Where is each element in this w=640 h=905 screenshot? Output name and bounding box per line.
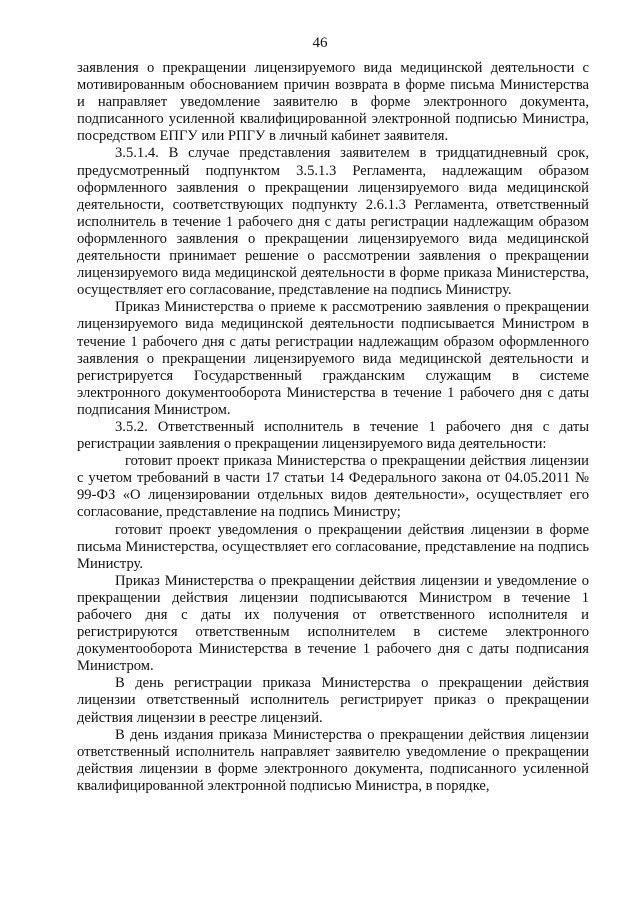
paragraph-2: 3.5.1.4. В случае представления заявителем в тридцатидневный срок, предусмотренный подпунктом 3.5.1.3 Регламента, надлежащим образом оформленного заявления о прекращении лицензируемого вида медицинской деятельности, соответствующих подпункту 2.6.1.3 Регламента, ответственный исполнитель в течение 1 рабочего дня с даты регистрации надлежащим образом оформленного заявления о прекращении лицензируемого вида медицинской деятельности принимает решение о рассмотрении заявления о прекращении лицензируемого вида медицинской деятельности в форме приказа Министерства, осуществляет его согласование, представление на подпись Министру. <box>77 145 589 299</box>
paragraph-8: В день регистрации приказа Министерства о прекращении действия лицензии ответственный исполнитель регистрирует приказ о прекращении действия лицензии в реестре лицензий. <box>77 675 589 726</box>
page-number: 46 <box>312 35 328 51</box>
paragraph-5: готовит проект приказа Министерства о прекращении действия лицензии с учетом требований в части 17 статьи 14 Федерального закона от 04.05.2011 № 99-ФЗ «О лицензировании отдельных видов деятельности», осуществляет его согласование, представление на подпись Министру; <box>77 453 589 521</box>
paragraph-9: В день издания приказа Министерства о прекращении действия лицензии ответственный исполнитель направляет заявителю уведомление о прекращении действия лицензии в форме электронного документа, подписанного усиленной квалифицированной электронной подписью Министра, в порядке, <box>77 726 589 794</box>
body-text <box>77 60 589 795</box>
paragraph-1: заявления о прекращении лицензируемого вида медицинской деятельности с мотивированным обоснованием причин возврата в форме письма Министерства и направляет уведомление заявителю в форме электронного документа, подписанного усиленной квалифицированной электронной подписью Министра, посредством ЕПГУ или РПГУ в личный кабинет заявителя. <box>77 60 589 145</box>
paragraph-4: 3.5.2. Ответственный исполнитель в течение 1 рабочего дня с даты регистрации заявления о прекращении лицензируемого вида деятельности: <box>77 418 589 453</box>
paragraph-7: Приказ Министерства о прекращении действия лицензии и уведомление о прекращении действия лицензии подписываются Министром в течение 1 рабочего дня с даты их получения от ответственного исполнителя и регистрируются ответственным исполнителем в системе электронного документооборота Министерства в течение 1 рабочего дня с даты подписания Министром. <box>77 572 589 675</box>
paragraph-3: Приказ Министерства о приеме к рассмотрению заявления о прекращении лицензируемого вида медицинской деятельности подписывается Министром в течение 1 рабочего дня с даты регистрации надлежащим образом оформленного заявления о прекращении лицензируемого вида медицинской деятельности и регистрируется Государственный гражданским служащим в системе электронного документооборота Министерства в течение 1 рабочего дня с даты подписания Министром. <box>77 299 589 418</box>
paragraph-6: готовит проект уведомления о прекращении действия лицензии в форме письма Министерства, осуществляет его согласование, представление на подпись Министру. <box>77 521 589 572</box>
